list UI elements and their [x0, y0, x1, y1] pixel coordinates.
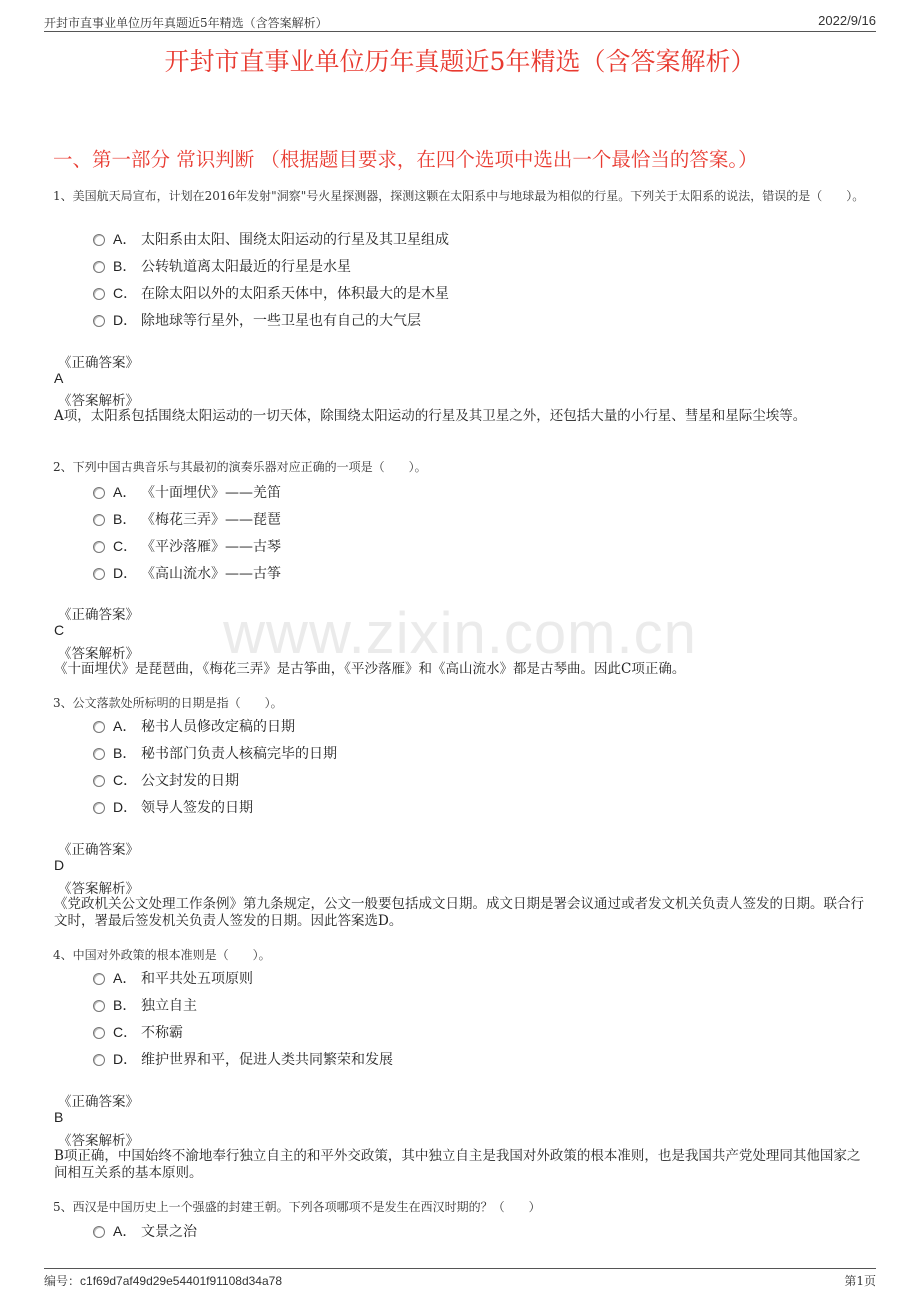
- option-letter: D．: [113, 1051, 138, 1067]
- option-letter: A．: [113, 231, 137, 247]
- option-row[interactable]: [93, 1049, 393, 1069]
- option-text: 独立自主: [141, 998, 197, 1014]
- option-letter: C．: [113, 285, 138, 301]
- option-text: 文景之治: [141, 1224, 197, 1240]
- option-row[interactable]: [93, 536, 281, 556]
- question-stem: 2、下列中国古典音乐与其最初的演奏乐器对应正确的一项是（ ）。: [53, 460, 427, 474]
- explanation-text: 《党政机关公文处理工作条例》第九条规定，公文一般要包括成文日期。成文日期是署会议通过或者发文机关负责人签发的日期。联合行文时，署最后签发机关负责人签发的日期。因此答案选D。: [54, 896, 864, 929]
- option-text: 《十面埋伏》——羌笛: [141, 485, 281, 501]
- correct-answer: B: [54, 1109, 64, 1125]
- header-date: 2022/9/16: [818, 13, 876, 28]
- option-letter: C．: [113, 1024, 138, 1040]
- radio-button[interactable]: [93, 261, 105, 273]
- document-id-value: c1f69d7af49d29e54401f91108d34a78: [80, 1274, 282, 1288]
- correct-answer: D: [54, 857, 65, 873]
- option-text: 领导人签发的日期: [141, 800, 253, 816]
- option-text: 在除太阳以外的太阳系天体中，体积最大的是木星: [141, 286, 449, 302]
- option-letter: B．: [113, 745, 137, 761]
- option-row[interactable]: [93, 770, 239, 790]
- document-id: [44, 1272, 282, 1289]
- option-letter: D．: [113, 312, 138, 328]
- option-letter: D．: [113, 799, 138, 815]
- radio-button[interactable]: [93, 973, 105, 985]
- radio-button[interactable]: [93, 748, 105, 760]
- answer-label: 《正确答案》: [58, 355, 139, 371]
- radio-button[interactable]: [93, 315, 105, 327]
- radio-button[interactable]: [93, 721, 105, 733]
- option-letter: A．: [113, 1223, 137, 1239]
- option-text: 《梅花三弄》——琵琶: [141, 512, 281, 528]
- radio-button[interactable]: [93, 514, 105, 526]
- option-row[interactable]: [93, 283, 449, 303]
- option-letter: B．: [113, 997, 137, 1013]
- option-text: 太阳系由太阳、围绕太阳运动的行星及其卫星组成: [141, 232, 449, 248]
- option-row[interactable]: [93, 482, 281, 502]
- page-header: [44, 10, 876, 30]
- correct-answer: C: [54, 622, 65, 638]
- option-row[interactable]: [93, 797, 253, 817]
- explanation-text: B项正确，中国始终不渝地奉行独立自主的和平外交政策，其中独立自主是我国对外政策的根本准则，也是我国共产党处理同其他国家之间相互关系的基本原则。: [54, 1148, 861, 1181]
- option-letter: A．: [113, 970, 137, 986]
- explanation-text: 《十面埋伏》是琵琶曲，《梅花三弄》是古筝曲，《平沙落雁》和《高山流水》都是古琴曲。因此C项正确。: [54, 661, 686, 677]
- footer-rule: [44, 1268, 876, 1269]
- option-row[interactable]: [93, 310, 421, 330]
- explanation-label: 《答案解析》: [58, 881, 139, 897]
- option-text: 《高山流水》——古筝: [141, 566, 281, 582]
- radio-button[interactable]: [93, 1226, 105, 1238]
- answer-label: 《正确答案》: [58, 842, 139, 858]
- radio-button[interactable]: [93, 234, 105, 246]
- option-text: 维护世界和平，促进人类共同繁荣和发展: [141, 1052, 393, 1068]
- explanation-text: A项，太阳系包括围绕太阳运动的一切天体，除围绕太阳运动的行星及其卫星之外，还包括大量的小行星、彗星和星际尘埃等。: [54, 408, 807, 424]
- option-text: 公转轨道离太阳最近的行星是水星: [141, 259, 351, 275]
- explanation-label: 《答案解析》: [58, 1133, 139, 1149]
- radio-button[interactable]: [93, 802, 105, 814]
- option-letter: C．: [113, 772, 138, 788]
- option-text: 秘书人员修改定稿的日期: [141, 719, 295, 735]
- option-letter: B．: [113, 511, 137, 527]
- option-text: 公文封发的日期: [141, 773, 239, 789]
- option-row[interactable]: [93, 229, 449, 249]
- option-text: 和平共处五项原则: [141, 971, 253, 987]
- radio-button[interactable]: [93, 487, 105, 499]
- option-letter: B．: [113, 258, 137, 274]
- question-stem: 3、公文落款处所标明的日期是指（ ）。: [53, 696, 283, 710]
- option-text: 秘书部门负责人核稿完毕的日期: [141, 746, 337, 762]
- option-text: 除地球等行星外，一些卫星也有自己的大气层: [141, 313, 421, 329]
- header-doc-title: 开封市直事业单位历年真题近5年精选（含答案解析）: [44, 16, 328, 30]
- option-row[interactable]: [93, 995, 197, 1015]
- section-heading: 一、第一部分 常识判断 （根据题目要求，在四个选项中选出一个最恰当的答案。）: [53, 148, 758, 171]
- header-rule: [44, 31, 876, 32]
- option-letter: D．: [113, 565, 138, 581]
- correct-answer: A: [54, 370, 64, 386]
- radio-button[interactable]: [93, 1027, 105, 1039]
- document-id-label: 编号：: [44, 1274, 81, 1288]
- page-number: 第1页: [844, 1274, 876, 1288]
- radio-button[interactable]: [93, 568, 105, 580]
- explanation-label: 《答案解析》: [58, 393, 139, 409]
- radio-button[interactable]: [93, 775, 105, 787]
- radio-button[interactable]: [93, 541, 105, 553]
- option-row[interactable]: [93, 968, 253, 988]
- option-row[interactable]: [93, 256, 351, 276]
- page-title: 开封市直事业单位历年真题近5年精选（含答案解析）: [164, 47, 756, 76]
- option-letter: C．: [113, 538, 138, 554]
- question-stem: 1、美国航天局宣布，计划在2016年发射"洞察"号火星探测器，探测这颗在太阳系中与地球最为相似的行星。下列关于太阳系的说法，错误的是（ ）。: [53, 189, 865, 203]
- option-text: 不称霸: [141, 1025, 183, 1041]
- option-text: 《平沙落雁》——古琴: [141, 539, 281, 555]
- answer-label: 《正确答案》: [58, 607, 139, 623]
- option-letter: A．: [113, 718, 137, 734]
- option-letter: A．: [113, 484, 137, 500]
- option-row[interactable]: [93, 563, 281, 583]
- question-stem: 4、中国对外政策的根本准则是（ ）。: [53, 948, 271, 962]
- option-row[interactable]: [93, 1022, 183, 1042]
- question-stem: 5、西汉是中国历史上一个强盛的封建王朝。下列各项哪项不是发生在西汉时期的？（ ）: [53, 1200, 541, 1214]
- radio-button[interactable]: [93, 288, 105, 300]
- option-row[interactable]: [93, 509, 281, 529]
- watermark: www.zixin.com.cn: [223, 601, 697, 666]
- option-row[interactable]: [93, 716, 295, 736]
- radio-button[interactable]: [93, 1054, 105, 1066]
- option-row[interactable]: [93, 1221, 197, 1241]
- radio-button[interactable]: [93, 1000, 105, 1012]
- option-row[interactable]: [93, 743, 337, 763]
- answer-label: 《正确答案》: [58, 1094, 139, 1110]
- explanation-label: 《答案解析》: [58, 646, 139, 662]
